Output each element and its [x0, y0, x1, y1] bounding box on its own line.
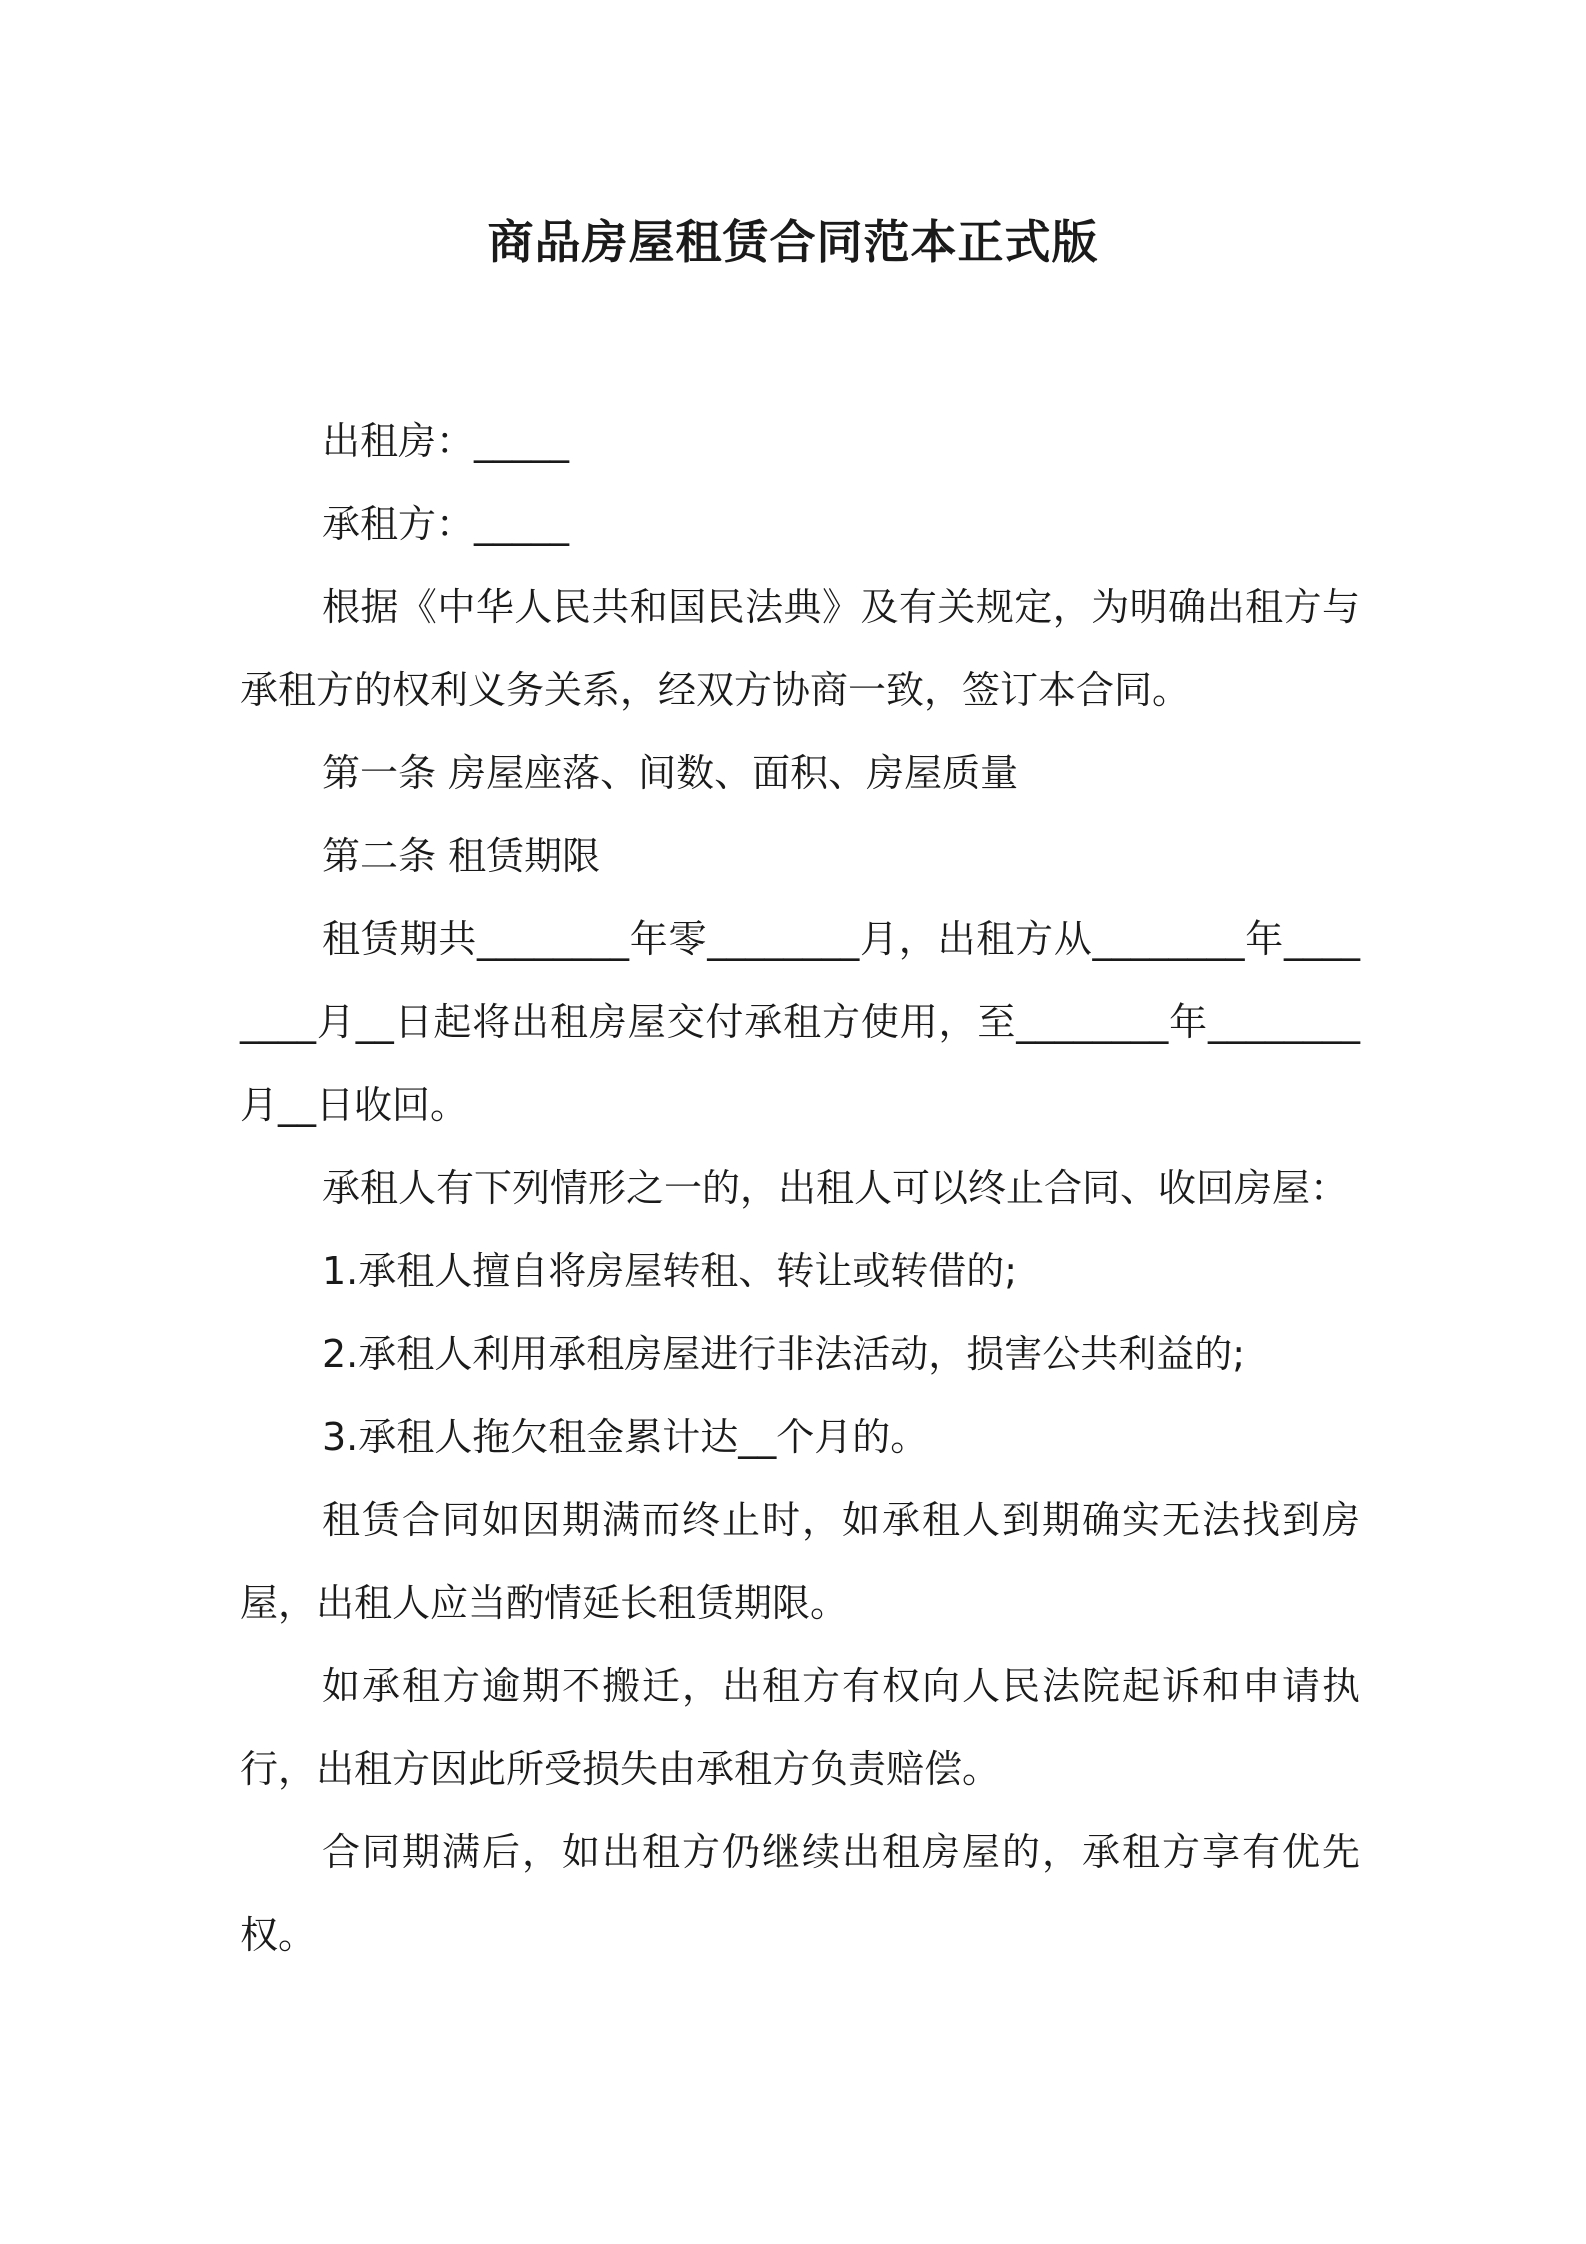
lessee-field: 承租方：_____ [322, 502, 570, 546]
article-1-heading: 第一条 房屋座落、间数、面积、房屋质量 [322, 751, 1019, 795]
lessor-field: 出租房：_____ [322, 419, 570, 463]
expiry-extension-paragraph: 租赁合同如因期满而终止时，如承租人到期确实无法找到房屋，出租人应当酌情延长租赁期限。 [240, 1498, 1360, 1625]
condition-item-1: 1.承租人擅自将房屋转租、转让或转借的; [322, 1249, 1018, 1293]
document-body [240, 400, 1360, 1977]
termination-conditions-paragraph: 承租人有下列情形之一的，出租人可以终止合同、收回房屋： [322, 1166, 1349, 1210]
preamble-paragraph: 根据《中华人民共和国民法典》及有关规定，为明确出租方与承租方的权利义务关系，经双方协商一致，签订本合同。 [240, 585, 1360, 712]
article-2-heading: 第二条 租赁期限 [322, 834, 601, 878]
document-title: 商品房屋租赁合同范本正式版 [487, 215, 1099, 269]
priority-right-paragraph: 合同期满后，如出租方仍继续出租房屋的，承租方享有优先权。 [240, 1830, 1360, 1957]
lease-term-paragraph: 租赁期共________年零________月，出租方从________年________月__日起将出租房屋交付承租方使用，至________年________月__日收回。 [240, 917, 1360, 1127]
condition-item-2: 2.承租人利用承租房屋进行非法活动，损害公共利益的; [322, 1332, 1246, 1376]
condition-item-3: 3.承租人拖欠租金累计达__个月的。 [322, 1415, 929, 1459]
overdue-move-paragraph: 如承租方逾期不搬迁，出租方有权向人民法院起诉和申请执行，出租方因此所受损失由承租方负责赔偿。 [240, 1664, 1360, 1791]
